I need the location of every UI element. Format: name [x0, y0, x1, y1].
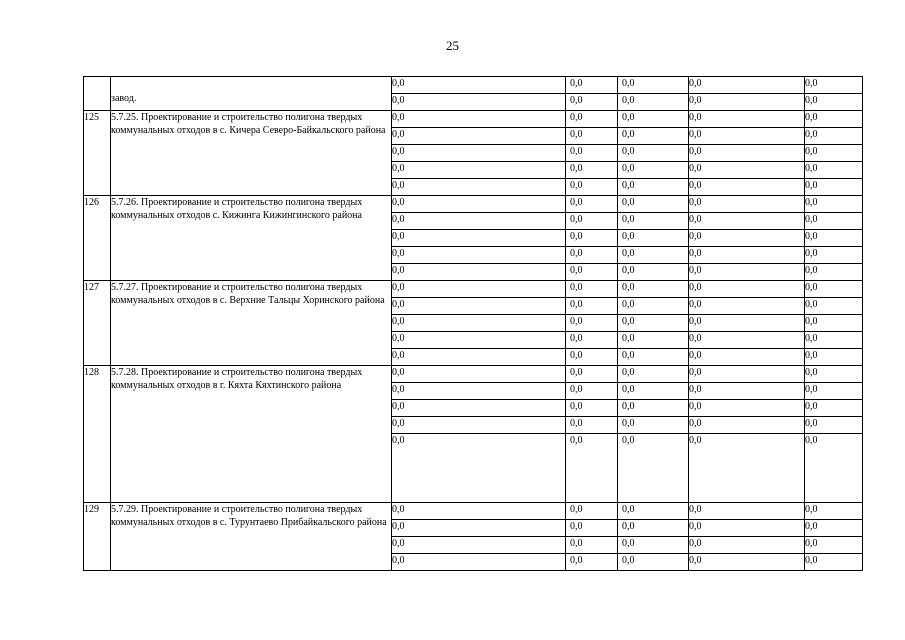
value-cell: 0,0 — [618, 537, 689, 554]
value-cell: 0,0 — [689, 128, 805, 145]
value-cell: 0,0 — [805, 264, 863, 281]
value-cell: 0,0 — [618, 77, 689, 94]
value-cell: 0,0 — [689, 434, 805, 503]
value-cell: 0,0 — [805, 503, 863, 520]
value-cell: 0,0 — [618, 111, 689, 128]
value-cell: 0,0 — [618, 520, 689, 537]
value-cell: 0,0 — [618, 128, 689, 145]
value-cell: 0,0 — [805, 298, 863, 315]
value-cell: 0,0 — [392, 179, 566, 196]
value-cell: 0,0 — [566, 503, 618, 520]
value-cell: 0,0 — [689, 145, 805, 162]
value-cell: 0,0 — [392, 281, 566, 298]
value-cell: 0,0 — [689, 537, 805, 554]
value-cell: 0,0 — [566, 162, 618, 179]
value-cell: 0,0 — [689, 94, 805, 111]
value-cell: 0,0 — [805, 520, 863, 537]
row-number: 125 — [84, 111, 111, 196]
value-cell: 0,0 — [618, 366, 689, 383]
value-cell: 0,0 — [618, 247, 689, 264]
value-cell: 0,0 — [392, 77, 566, 94]
value-cell: 0,0 — [805, 179, 863, 196]
value-cell: 0,0 — [566, 128, 618, 145]
value-cell: 0,0 — [392, 247, 566, 264]
value-cell: 0,0 — [566, 417, 618, 434]
value-cell: 0,0 — [392, 554, 566, 571]
value-cell: 0,0 — [566, 434, 618, 503]
row-description: 5.7.25. Проектирование и строительство полигона твердых коммунальных отходов в с. Кичера Северо-Байкальского района — [111, 111, 392, 196]
value-cell: 0,0 — [566, 94, 618, 111]
value-cell: 0,0 — [566, 264, 618, 281]
value-cell: 0,0 — [805, 128, 863, 145]
value-cell: 0,0 — [566, 366, 618, 383]
value-cell: 0,0 — [618, 179, 689, 196]
value-cell: 0,0 — [689, 213, 805, 230]
program-table — [83, 76, 863, 571]
value-cell: 0,0 — [392, 298, 566, 315]
value-cell: 0,0 — [689, 298, 805, 315]
value-cell: 0,0 — [689, 332, 805, 349]
value-cell: 0,0 — [566, 213, 618, 230]
table-row — [84, 366, 863, 383]
table-row — [84, 281, 863, 298]
value-cell: 0,0 — [618, 145, 689, 162]
value-cell: 0,0 — [805, 213, 863, 230]
table-row — [84, 503, 863, 520]
value-cell: 0,0 — [689, 520, 805, 537]
value-cell: 0,0 — [805, 417, 863, 434]
value-cell: 0,0 — [618, 503, 689, 520]
value-cell: 0,0 — [566, 332, 618, 349]
value-cell: 0,0 — [805, 315, 863, 332]
value-cell: 0,0 — [805, 383, 863, 400]
value-cell: 0,0 — [618, 213, 689, 230]
value-cell: 0,0 — [805, 332, 863, 349]
value-cell: 0,0 — [392, 332, 566, 349]
value-cell: 0,0 — [618, 315, 689, 332]
value-cell: 0,0 — [805, 366, 863, 383]
value-cell: 0,0 — [392, 434, 566, 503]
value-cell: 0,0 — [566, 537, 618, 554]
value-cell: 0,0 — [566, 230, 618, 247]
value-cell: 0,0 — [566, 111, 618, 128]
value-cell: 0,0 — [566, 281, 618, 298]
value-cell: 0,0 — [689, 162, 805, 179]
value-cell: 0,0 — [618, 230, 689, 247]
value-cell: 0,0 — [566, 298, 618, 315]
value-cell: 0,0 — [805, 162, 863, 179]
value-cell: 0,0 — [689, 196, 805, 213]
page-number: 25 — [446, 38, 459, 53]
value-cell: 0,0 — [566, 196, 618, 213]
value-cell: 0,0 — [392, 503, 566, 520]
value-cell: 0,0 — [392, 94, 566, 111]
value-cell: 0,0 — [805, 400, 863, 417]
value-cell: 0,0 — [805, 77, 863, 94]
value-cell: 0,0 — [392, 537, 566, 554]
value-cell: 0,0 — [566, 400, 618, 417]
value-cell: 0,0 — [689, 247, 805, 264]
value-cell: 0,0 — [805, 196, 863, 213]
value-cell: 0,0 — [392, 128, 566, 145]
table-row — [84, 77, 863, 94]
table-body — [84, 77, 863, 571]
row-description: 5.7.29. Проектирование и строительство полигона твердых коммунальных отходов в с. Турунтаево Прибайкальского района — [111, 503, 392, 571]
value-cell: 0,0 — [689, 366, 805, 383]
value-cell: 0,0 — [805, 349, 863, 366]
value-cell: 0,0 — [618, 554, 689, 571]
value-cell: 0,0 — [392, 315, 566, 332]
table-row — [84, 196, 863, 213]
value-cell: 0,0 — [689, 349, 805, 366]
value-cell: 0,0 — [392, 400, 566, 417]
table-row — [84, 111, 863, 128]
row-number: 126 — [84, 196, 111, 281]
value-cell: 0,0 — [618, 162, 689, 179]
value-cell: 0,0 — [689, 230, 805, 247]
value-cell: 0,0 — [566, 520, 618, 537]
value-cell: 0,0 — [689, 264, 805, 281]
value-cell: 0,0 — [618, 264, 689, 281]
value-cell: 0,0 — [618, 400, 689, 417]
value-cell: 0,0 — [805, 94, 863, 111]
value-cell: 0,0 — [689, 554, 805, 571]
value-cell: 0,0 — [805, 554, 863, 571]
row-description: 5.7.26. Проектирование и строительство полигона твердых коммунальных отходов с. Кижинга Кижингинского района — [111, 196, 392, 281]
value-cell: 0,0 — [805, 537, 863, 554]
value-cell: 0,0 — [689, 77, 805, 94]
value-cell: 0,0 — [805, 247, 863, 264]
value-cell: 0,0 — [566, 383, 618, 400]
value-cell: 0,0 — [689, 315, 805, 332]
value-cell: 0,0 — [618, 349, 689, 366]
value-cell: 0,0 — [689, 503, 805, 520]
value-cell: 0,0 — [618, 383, 689, 400]
value-cell: 0,0 — [392, 230, 566, 247]
value-cell: 0,0 — [566, 179, 618, 196]
value-cell: 0,0 — [392, 111, 566, 128]
row-description: завод. — [111, 77, 392, 111]
value-cell: 0,0 — [566, 77, 618, 94]
value-cell: 0,0 — [618, 298, 689, 315]
value-cell: 0,0 — [689, 417, 805, 434]
value-cell: 0,0 — [392, 520, 566, 537]
row-number: 127 — [84, 281, 111, 366]
value-cell: 0,0 — [805, 434, 863, 503]
row-description: 5.7.27. Проектирование и строительство полигона твердых коммунальных отходов в с. Верхние Тальцы Хоринского района — [111, 281, 392, 366]
value-cell: 0,0 — [392, 196, 566, 213]
value-cell: 0,0 — [392, 264, 566, 281]
value-cell: 0,0 — [618, 281, 689, 298]
value-cell: 0,0 — [618, 434, 689, 503]
value-cell: 0,0 — [618, 94, 689, 111]
row-description: 5.7.28. Проектирование и строительство полигона твердых коммунальных отходов в г. Кяхта Кяхтинского района — [111, 366, 392, 503]
value-cell: 0,0 — [392, 383, 566, 400]
row-number: 129 — [84, 503, 111, 571]
value-cell: 0,0 — [805, 145, 863, 162]
value-cell: 0,0 — [392, 213, 566, 230]
value-cell: 0,0 — [805, 230, 863, 247]
value-cell: 0,0 — [618, 332, 689, 349]
value-cell: 0,0 — [392, 349, 566, 366]
value-cell: 0,0 — [618, 196, 689, 213]
value-cell: 0,0 — [392, 145, 566, 162]
value-cell: 0,0 — [689, 281, 805, 298]
value-cell: 0,0 — [689, 383, 805, 400]
value-cell: 0,0 — [392, 162, 566, 179]
value-cell: 0,0 — [689, 179, 805, 196]
value-cell: 0,0 — [392, 366, 566, 383]
value-cell: 0,0 — [392, 417, 566, 434]
value-cell: 0,0 — [689, 400, 805, 417]
value-cell: 0,0 — [689, 111, 805, 128]
value-cell: 0,0 — [566, 349, 618, 366]
row-number — [84, 77, 111, 111]
value-cell: 0,0 — [805, 281, 863, 298]
value-cell: 0,0 — [566, 554, 618, 571]
value-cell: 0,0 — [618, 417, 689, 434]
value-cell: 0,0 — [566, 315, 618, 332]
value-cell: 0,0 — [566, 247, 618, 264]
value-cell: 0,0 — [566, 145, 618, 162]
value-cell: 0,0 — [805, 111, 863, 128]
row-number: 128 — [84, 366, 111, 503]
